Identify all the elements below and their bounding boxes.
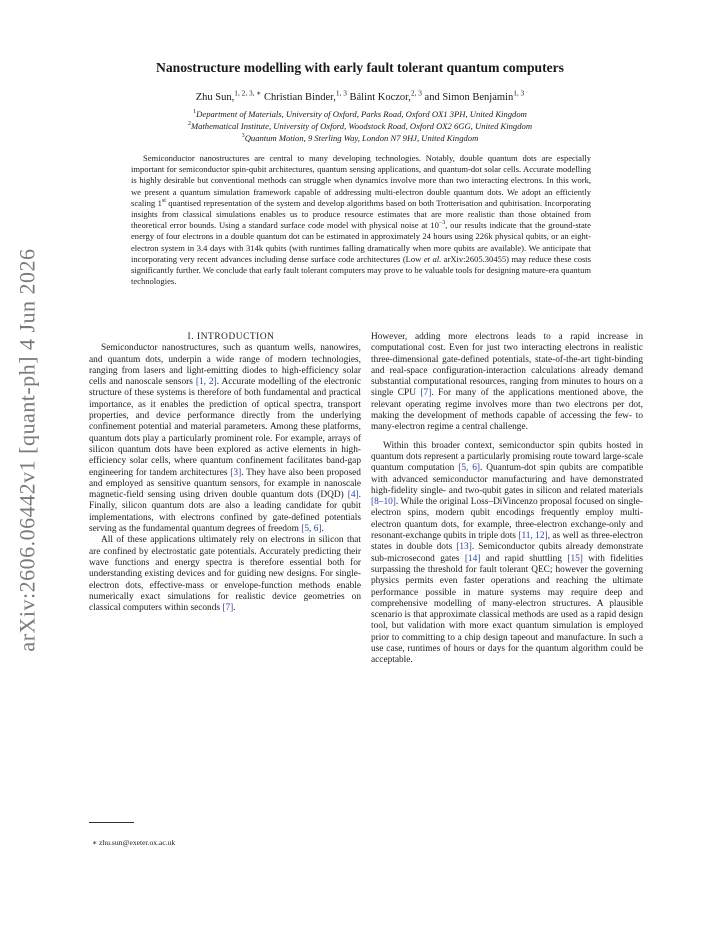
author-affiliation-marker: 2, 3: [410, 88, 422, 98]
paper-title: Nanostructure modelling with early fault tolerant quantum computers: [156, 60, 564, 75]
author-name: Zhu Sun,: [195, 92, 235, 103]
body-paragraph: All of these applications ultimately rely on electrons in silicon that are confined by electrostatic gate potentials. Accurately predicting their wave functions and energy spectra is therefore essential both for understanding existing devices and for guiding new designs. For single-electron dots, effective-mass or envelope-function methods enable numerically exact simulations for realistic device geometries on classical computers within seconds [7].: [89, 535, 361, 614]
footnote-divider: [89, 822, 134, 823]
abstract: [131, 153, 591, 287]
citation-link[interactable]: [5, 6]: [458, 463, 481, 474]
citation-link[interactable]: [3]: [230, 467, 242, 478]
body-paragraph: Semiconductor nanostructures, such as quantum wells, nanowires, and quantum dots, underpin a wide range of modern technologies, ranging from lasers and light-emitting diodes to high-efficiency solar cells and nanoscale sensors [1, 2]. Accurate modelling of the electronic structure of these systems is therefore of both fundamental and practical importance, as it enables the prediction of optical spectra, transport properties, and device performance directly from the underlying confinement potential and material parameters. Among these platforms, quantum dots play a particularly prominent role. For example, arrays of silicon quantum dots have been explored as active elements in high-efficiency solar cells, where quantum confinement facilitates band-gap engineering for tandem architectures [3]. They have also been proposed and employed as sensitive quantum sensors, for example in nanoscale magnetic-field sensing using driven double quantum dots (DQD) [4]. Finally, silicon quantum dots are also a leading candidate for qubit implementations, with electrons confined by gate-defined potentials serving as the fundamental quantum degrees of freedom [5, 6].: [89, 343, 361, 535]
citation-link[interactable]: [14]: [464, 553, 481, 564]
citation-link[interactable]: [5, 6]: [301, 524, 322, 535]
right-column: [371, 332, 643, 667]
citation-link[interactable]: [15]: [567, 553, 583, 564]
author-affiliation-marker: 1, 3: [513, 88, 525, 98]
author-name: Christian Binder,: [263, 92, 336, 103]
author-affiliation-marker: 1, 3: [335, 88, 347, 98]
affiliation-number: 1: [193, 109, 197, 116]
author-name: Bálint Koczor,: [349, 92, 411, 103]
citation-link[interactable]: [4]: [347, 490, 359, 501]
abstract-paragraph: Semiconductor nanostructures are central to many developing technologies. Notably, double quantum dots are especially important for semiconductor spin-qubit architectures, quantum sensing applications, and quantum-dot solar cells. Accurate modelling is highly desirable but conventional methods can struggle when dynamics involve more than two interacting electrons. In this work, we present a quantum simulation framework capable of addressing multi-electron double quantum dots. We adopt an efficiently scaling 1st quantised representation of the system and develop algorithms based on both Trotterisation and qubitisation. Incorporating insights from classical simulations enables us to produce resource estimates that are more realistic than those obtained from theoretical error bounds. Using a standard surface code model with physical noise at $10^{-3}$, our results indicate that the ground-state energy of four electrons in a double quantum dot can be estimated in approximately 24 hours using 226k physical qubits, or an eight-electron system in 3.4 days with 314k qubits (with runtimes falling dramatically when more qubits are available). We anticipate that incorporating very recent advances including dense surface code architectures (Low et al. arXiv:2605.30455) may reduce these costs significantly further. We conclude that early fault tolerant computers may prove to be valuable tools for designing mature-era quantum technologies.: [131, 153, 592, 287]
citation-link[interactable]: [11, 12]: [518, 531, 548, 542]
arxiv-stamp-text: arXiv:2606.06442v1 [quant-ph] 4 Jun 2026: [15, 248, 40, 652]
author-affiliation-marker: 1, 2, 3, ∗: [234, 88, 262, 98]
affiliation-line: [60, 133, 660, 143]
footnote-email: ∗ zhu.sun@exeter.ox.ac.uk: [92, 838, 176, 847]
citation-link[interactable]: [7]: [420, 388, 432, 399]
body-paragraph: Within this broader context, semiconductor spin qubits hosted in quantum dots represent a particularly promising route toward large-scale quantum computation [5, 6]. Quantum-dot spin qubits are compatible with advanced semiconductor manufacturing and have demonstrated high-fidelity single- and two-qubit gates in silicon and related materials [8–10]. While the original Loss–DiVincenzo proposal focused on single-electron spins, modern qubit encodings frequently employ multi-electron quantum dots, for example, three-electron exchange-only and resonant-exchange qubits in triple dots [11, 12], as well as three-electron states in double dots [13]. Semiconductor qubits already demonstrate sub-microsecond gates [14] and rapid shuttling [15] with fidelities surpassing the threshold for fault tolerant QEC; however the governing physics permits even faster operations and reaching the ultimate performance possible in mature systems may require deep and comprehensive modelling of many-electron structures. A plausible scenario is that approximate classical methods are used as a rapid design tool, but validation with more exact quantum simulation is employed prior to committing to a chip design tapeout and manufacture. In such a use case, runtimes of hours or days for the quantum algorithm could be acceptable.: [371, 440, 644, 666]
affiliation-line: [60, 109, 660, 119]
citation-link[interactable]: [8–10]: [371, 497, 396, 508]
affiliation-text: Department of Materials, University of Oxford, Parks Road, Oxford OX1 3PH, United Kingdom: [196, 109, 527, 119]
author-list: [60, 88, 660, 103]
author-name: and Simon Benjamin: [424, 92, 514, 103]
affiliation-number: 2: [187, 121, 191, 128]
affiliation-text: Mathematical Institute, University of Oxford, Woodstock Road, Oxford OX2 6GG, United Kingdom: [190, 121, 533, 131]
affiliation-text: Quantum Motion, 9 Sterling Way, London N7 9HJ, United Kingdom: [244, 133, 479, 143]
section-heading-introduction: I. INTRODUCTION: [187, 332, 275, 342]
left-column: [89, 332, 361, 614]
body-paragraph: However, adding more electrons leads to a rapid increase in computational cost. Even for just two interacting electrons in realistic three-dimensional gate-defined potentials, state-of-the-art tight-binding and real-space configuration-interaction calculations already demand substantial computational resources, ranging from minutes to hours on a single CPU [7]. For many of the applications mentioned above, the relevant operating regime involves more than two electrons per dot, making the development of methods capable of accessing the few- to many-electron regime a central challenge.: [371, 332, 643, 433]
affiliation-number: 3: [241, 133, 245, 140]
citation-link[interactable]: [13]: [456, 542, 472, 553]
affiliation-line: [60, 121, 660, 131]
arxiv-identifier-stamp: [8, 250, 48, 650]
citation-link[interactable]: [1, 2]: [195, 377, 217, 388]
citation-link[interactable]: [7]: [222, 603, 234, 614]
